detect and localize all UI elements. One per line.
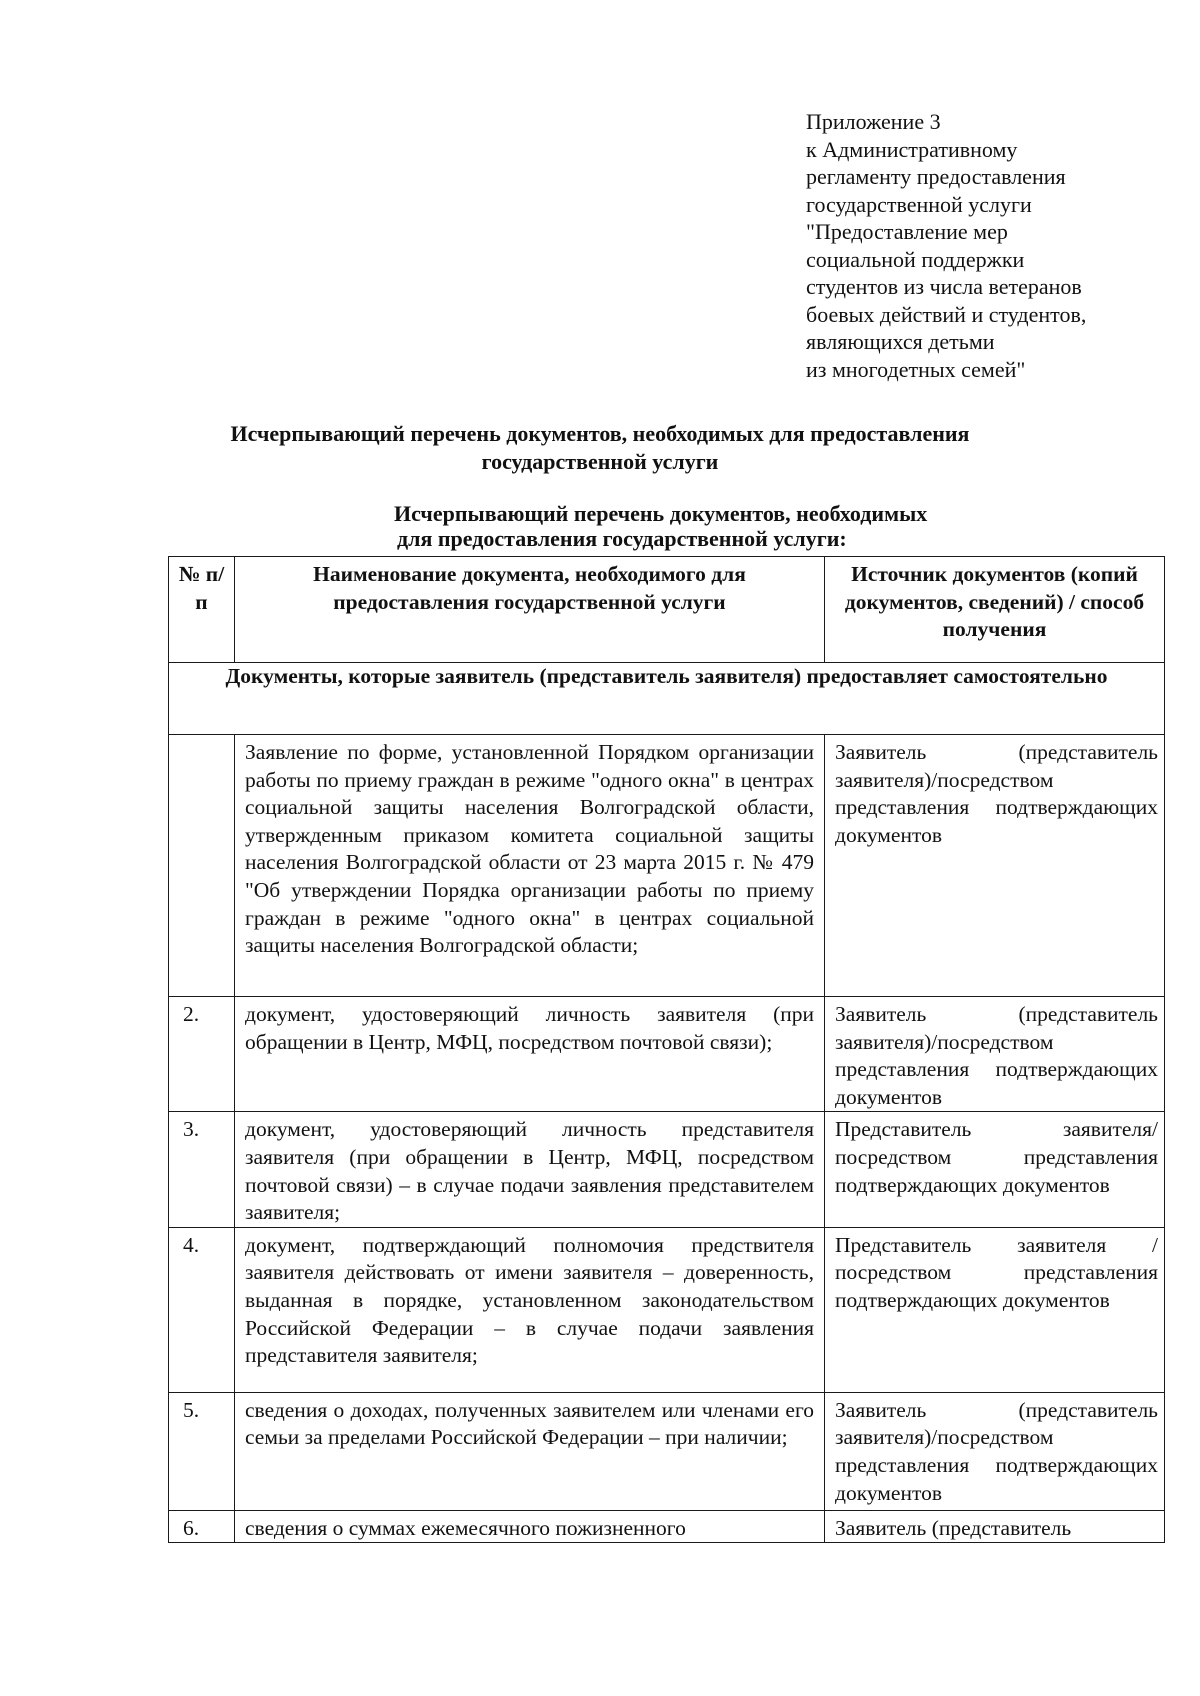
row-num: 6. <box>169 1510 235 1543</box>
appendix-line: студентов из числа ветеранов <box>806 274 1082 299</box>
table-row <box>169 735 1165 997</box>
section-title: Документы, которые заявитель (представитель заявителя) предоставляет самостоятельно <box>169 663 1165 735</box>
appendix-line: Приложение 3 <box>806 109 941 134</box>
appendix-line: "Предоставление мер <box>806 219 1008 244</box>
section-row <box>169 663 1165 735</box>
row-document-name: Заявление по форме, установленной Порядком организации работы по приему граждан в режиме "одного окна" в центрах социальной защиты населения Волгоградской области, утвержденным приказом комитета социальной защиты населения Волгоградской области от 23 марта 2015 г. № 479 "Об утверждении Порядка организации работы по приему граждан в режиме "одного окна" в центрах социальной защиты населения Волгоградской области; <box>235 735 825 997</box>
table-title-line: для предоставления государственной услуги: <box>397 526 847 551</box>
appendix-line: государственной услуги <box>806 191 1032 217</box>
table-header-row <box>169 557 1165 663</box>
row-document-name: документ, подтверждающий полномочия предствителя заявителя действовать от имени заявителя – доверенность, выданная в порядке, установленном законодательством Российской Федерации – в случае подачи заявления представителя заявителя; <box>235 1227 825 1392</box>
row-source: Представитель заявителя/посредством представления подтверждающих документов <box>825 1112 1165 1227</box>
table-row <box>169 997 1165 1112</box>
row-document-name: документ, удостоверяющий личность заявителя (при обращении в Центр, МФЦ, посредством почтовой связи); <box>235 997 825 1112</box>
table-title <box>300 501 980 551</box>
page-title <box>180 420 1020 476</box>
header-document-name: Наименование документа, необходимого для предоставления государственной услуги <box>235 557 825 663</box>
row-document-name-text: сведения о суммах ежемесячного пожизненного <box>245 1515 686 1540</box>
row-document-name <box>235 1510 825 1543</box>
page-title-line: Исчерпывающий перечень документов, необходимых для предоставления <box>230 421 970 446</box>
appendix-line: социальной поддержки <box>806 246 1025 272</box>
row-document-name: сведения о доходах, полученных заявителем или членами его семьи за пределами Российской Федерации – при наличии; <box>235 1392 825 1510</box>
row-source: Заявитель (представитель заявителя)/посредством представления подтверждающих документов <box>825 997 1165 1112</box>
page-title-line: государственной услуги <box>481 449 719 474</box>
row-source: Представитель заявителя /посредством представления подтверждающих документов <box>825 1227 1165 1392</box>
table-title-line: Исчерпывающий перечень документов, необходимых <box>394 501 928 526</box>
appendix-note <box>806 108 1146 383</box>
row-num <box>169 735 235 997</box>
row-source <box>825 1510 1165 1543</box>
row-num: 2. <box>169 997 235 1112</box>
header-source: Источник документов (копий документов, сведений) / способ получения <box>825 557 1165 663</box>
table-row <box>169 1510 1165 1543</box>
appendix-line: к Административному <box>806 136 1018 162</box>
row-source: Заявитель (представитель заявителя)/посредством представления подтверждающих документов <box>825 1392 1165 1510</box>
appendix-line: из многодетных семей" <box>806 356 1026 382</box>
row-source-text: Заявитель (представитель <box>835 1515 1072 1540</box>
appendix-line: являющихся детьми <box>806 329 995 354</box>
row-source: Заявитель (представитель заявителя)/посредством представления подтверждающих документов <box>825 735 1165 997</box>
documents-table <box>168 556 1165 1543</box>
header-num: № п/п <box>169 557 235 663</box>
table-row <box>169 1112 1165 1227</box>
row-num: 4. <box>169 1227 235 1392</box>
row-document-name: документ, удостоверяющий личность представителя заявителя (при обращении в Центр, МФЦ, посредством почтовой связи) – в случае подачи заявления представителем заявителя; <box>235 1112 825 1227</box>
row-num: 5. <box>169 1392 235 1510</box>
row-num: 3. <box>169 1112 235 1227</box>
table-row <box>169 1227 1165 1392</box>
table-row <box>169 1392 1165 1510</box>
appendix-line: регламенту предоставления <box>806 164 1066 189</box>
appendix-line: боевых действий и студентов, <box>806 301 1087 327</box>
